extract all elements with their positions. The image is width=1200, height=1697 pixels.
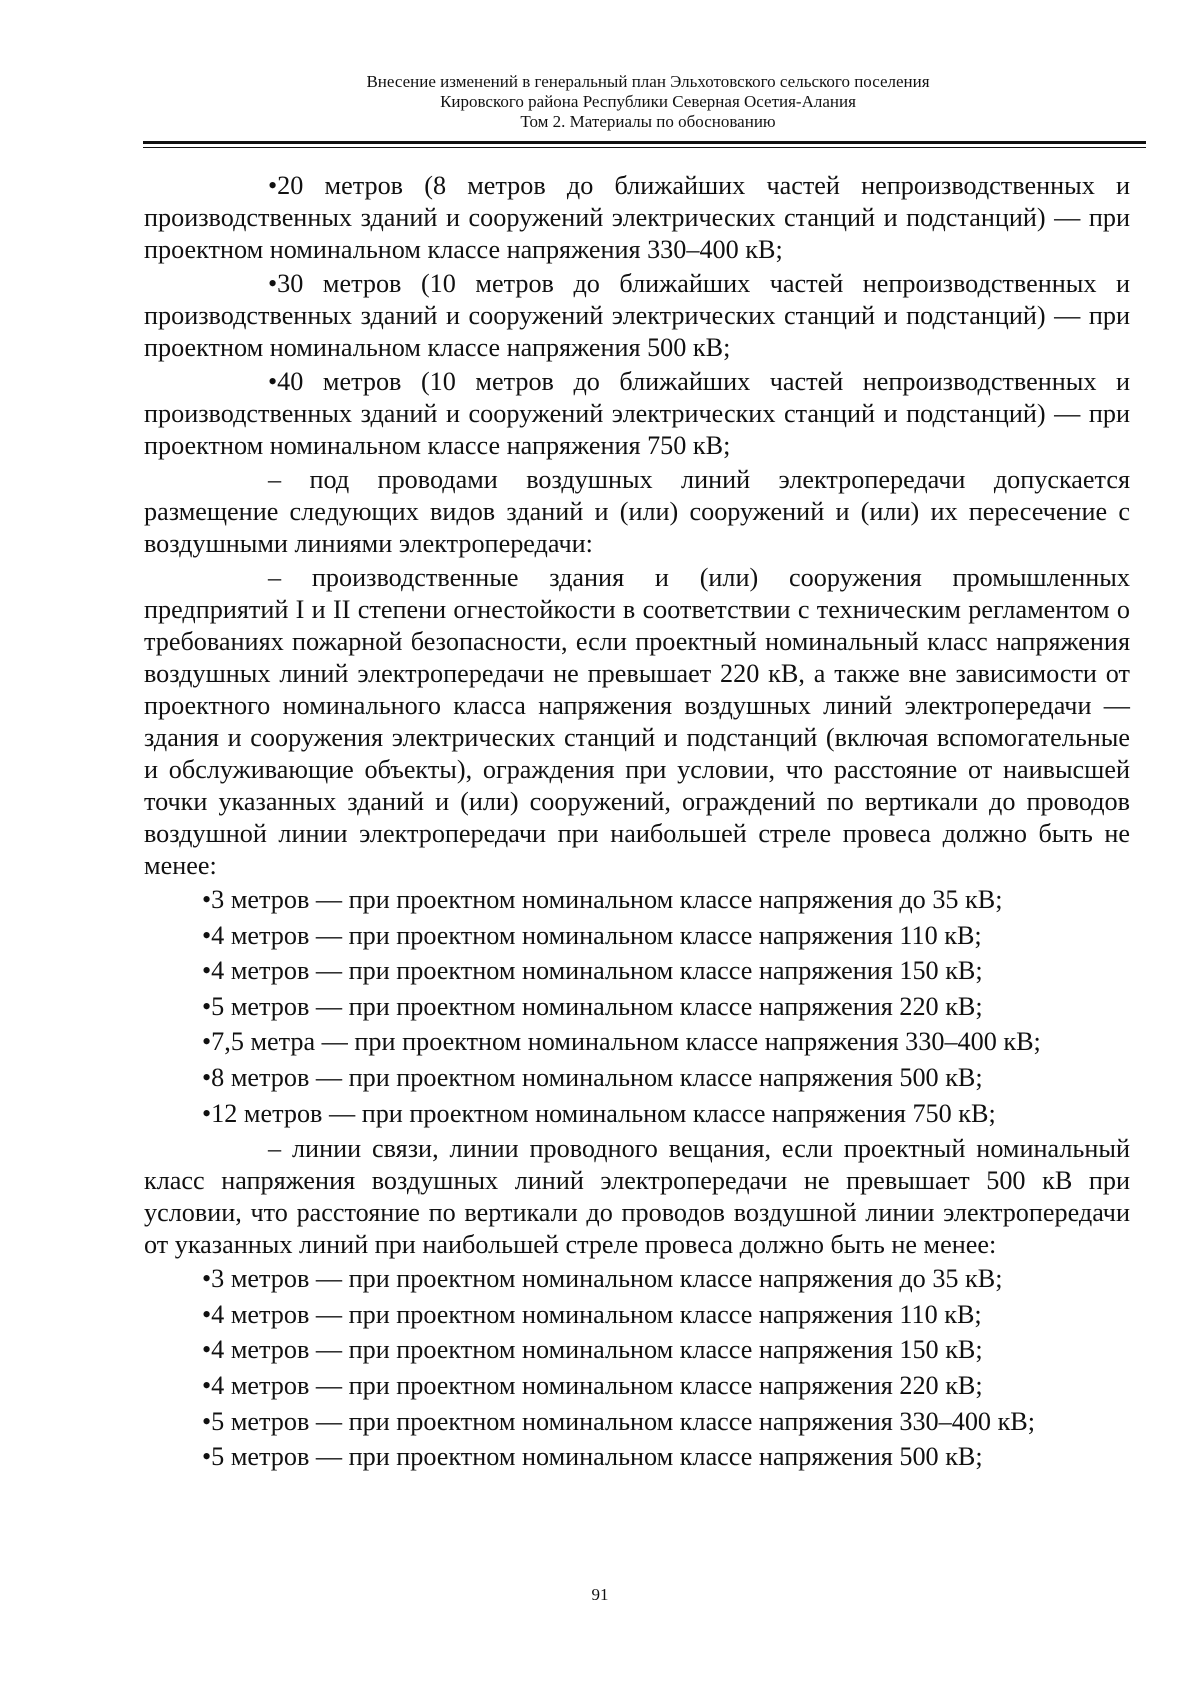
bullet-icon: • [268, 171, 278, 200]
list-item: •5 метров — при проектном номинальном классе напряжения 330–400 кВ; [202, 1406, 1036, 1436]
list-item: •3 метров — при проектном номинальном классе напряжения до 35 кВ; [202, 1264, 1003, 1294]
list-item: •12 метров — при проектном номинальном классе напряжения 750 кВ; [202, 1098, 996, 1128]
bullet-icon: • [202, 1062, 212, 1092]
bullet-paragraph [144, 170, 1130, 266]
paragraph-text: под проводами воздушных линий электропередачи допускается размещение следующих видов зданий и (или) сооружений и (или) их пересечение с воздушными линиями электропередачи: [144, 465, 1130, 558]
paragraph-text: 40 метров (10 метров до ближайших частей непроизводственных и производственных зданий и сооружений электрических станций и подстанций) — при проектном номинальном классе напряжения 750 кВ; [144, 367, 1130, 460]
dash-icon: – [268, 563, 282, 592]
list-item: •4 метров — при проектном номинальном классе напряжения 150 кВ; [202, 1335, 983, 1365]
list-item: •7,5 метра — при проектном номинальном классе напряжения 330–400 кВ; [202, 1027, 1041, 1057]
dash-paragraph [144, 464, 1130, 560]
bullet-icon: • [202, 1098, 212, 1128]
header-line-volume: Том 2. Материалы по обоснованию [520, 112, 776, 131]
bullet-icon: • [202, 1406, 212, 1436]
header-line-title: Внесение изменений в генеральный план Эльхотовского сельского поселения [366, 72, 930, 91]
paragraph-text: 30 метров (10 метров до ближайших частей непроизводственных и производственных зданий и сооружений электрических станций и подстанций) — при проектном номинальном классе напряжения 500 кВ; [144, 269, 1130, 362]
list-item: •4 метров — при проектном номинальном классе напряжения 110 кВ; [202, 1299, 982, 1329]
dash-paragraph [144, 1133, 1130, 1261]
dash-icon: – [268, 465, 282, 494]
bullet-icon: • [268, 269, 278, 298]
dash-icon: – [268, 1134, 282, 1164]
list-item: •4 метров — при проектном номинальном классе напряжения 110 кВ; [202, 920, 982, 950]
paragraph-text: производственные здания и (или) сооружения промышленных предприятий I и II степени огнестойкости в соответствии с техническим регламентом о требованиях пожарной безопасности, если проектный номинальный класс напряжения воздушных линий электропередачи не превышает 220 кВ, а также вне зависимости от проектного номинального класса напряжения воздушных линий электропередачи — здания и сооружения электрических станций и подстанций (включая вспомогательные и обслуживающие объекты), ограждения при условии, что расстояние от наивысшей точки указанных зданий и (или) сооружений, ограждений по вертикали до проводов воздушной линии электропередачи при наибольшей стреле провеса должно быть не менее: [144, 563, 1130, 880]
bullet-icon: • [202, 1442, 212, 1472]
bullet-icon: • [202, 920, 212, 950]
list-item: •8 метров — при проектном номинальном классе напряжения 500 кВ; [202, 1062, 983, 1092]
bullet-icon: • [268, 367, 278, 396]
paragraph-text: линии связи, линии проводного вещания, если проектный номинальный класс напряжения воздушных линий электропередачи не превышает 500 кВ при условии, что расстояние по вертикали до проводов воздушной линии электропередачи от указанных линий при наибольшей стреле провеса должно быть не менее: [144, 1134, 1130, 1260]
header-line-region: Кировского района Республики Северная Осетия-Алания [440, 92, 856, 111]
bullet-icon: • [202, 956, 212, 986]
bullet-icon: • [202, 1299, 212, 1329]
header-rule-thin [143, 147, 1146, 148]
list-item: •4 метров — при проектном номинальном классе напряжения 220 кВ; [202, 1370, 983, 1400]
dash-paragraph [144, 562, 1130, 882]
list-industrial-distances [144, 884, 1130, 1130]
bullet-paragraph [144, 366, 1130, 462]
list-item: •5 метров — при проектном номинальном классе напряжения 220 кВ; [202, 991, 983, 1021]
bullet-icon: • [202, 885, 212, 914]
header-rule-thick [143, 141, 1146, 144]
page-header [148, 72, 1148, 132]
list-communication-distances [144, 1263, 1130, 1473]
list-item: •4 метров — при проектном номинальном классе напряжения 150 кВ; [202, 956, 983, 986]
document-body [144, 170, 1130, 1477]
page-number: 91 [591, 1585, 609, 1604]
bullet-icon: • [202, 1335, 212, 1365]
bullet-icon: • [202, 1264, 212, 1294]
paragraph-text: 20 метров (8 метров до ближайших частей непроизводственных и производственных зданий и сооружений электрических станций и подстанций) — при проектном номинальном классе напряжения 330–400 кВ; [144, 171, 1130, 264]
bullet-paragraph [144, 268, 1130, 364]
list-item: •3 метров — при проектном номинальном классе напряжения до 35 кВ; [202, 885, 1003, 914]
list-item: •5 метров — при проектном номинальном классе напряжения 500 кВ; [202, 1442, 983, 1472]
bullet-icon: • [202, 1027, 212, 1057]
bullet-icon: • [202, 991, 212, 1021]
bullet-icon: • [202, 1370, 212, 1400]
